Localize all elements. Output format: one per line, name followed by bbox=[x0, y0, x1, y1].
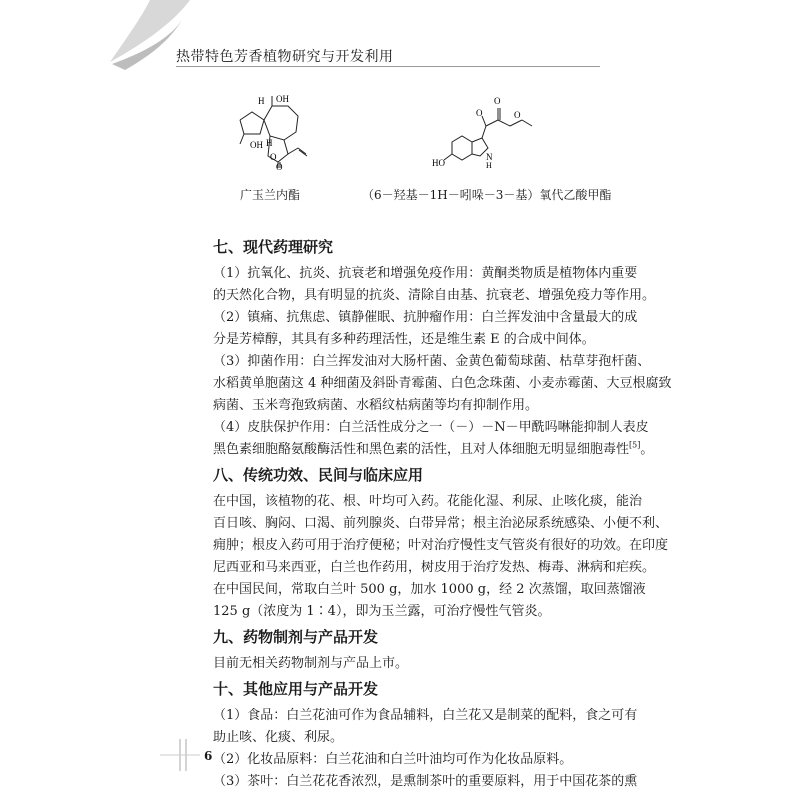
section-title-8: 八、传统功效、民间与临床应用 bbox=[213, 466, 424, 484]
label-h-bottom: H bbox=[266, 138, 273, 148]
s10-line: 助止咳、化痰、利尿。 bbox=[213, 730, 344, 745]
s7-line: （2）镇痛、抗焦虑、镇静催眠、抗肿瘤作用：白兰挥发油中含量最大的成 bbox=[213, 310, 638, 325]
s10-line: （2）化妆品原料：白兰花油和白兰叶油均可作为化妆品原料。 bbox=[213, 752, 573, 767]
section-title-9: 九、药物制剂与产品开发 bbox=[213, 628, 379, 646]
label-oh-mid: OH bbox=[250, 140, 263, 150]
s7-line-tail: 。 bbox=[640, 442, 654, 457]
page-number: 6 bbox=[204, 749, 213, 763]
label-n: N bbox=[486, 152, 493, 162]
label-nh-h: H bbox=[486, 161, 492, 170]
header-rule bbox=[176, 66, 600, 67]
label-h: H bbox=[258, 96, 265, 106]
s7-line-last bbox=[213, 438, 653, 457]
section-title-7: 七、现代药理研究 bbox=[213, 238, 334, 256]
s7-line: （1）抗氧化、抗炎、抗衰老和增强免疫作用：黄酮类物质是植物体内重要 bbox=[213, 266, 638, 281]
structure-indole-oxoacetate bbox=[432, 90, 542, 170]
s7-line: 水稻黄单胞菌这 4 种细菌及斜卧青霉菌、白色念珠菌、小麦赤霉菌、大豆根腐致 bbox=[213, 376, 672, 391]
s8-line: 在中国，该植物的花、根、叶均可入药。花能化湿、利尿、止咳化痰，能治 bbox=[213, 494, 643, 509]
citation-ref: [5] bbox=[629, 440, 641, 450]
label-o-ester: O bbox=[514, 110, 521, 120]
label-o-carbonyl: O bbox=[276, 162, 283, 170]
s8-line: 百日咳、胸闷、口渴、前列腺炎、白带异常；根主治泌尿系统感染、小便不利、 bbox=[213, 516, 669, 531]
s8-line: 在中国民间，常取白兰叶 500 g，加水 1000 g，经 2 次蒸馏，取回蒸馏液 bbox=[213, 582, 646, 597]
s10-line: （1）食品：白兰花油可作为食品辅料，白兰花又是制菜的配料，食之可有 bbox=[213, 708, 638, 723]
label-ho: HO bbox=[432, 158, 445, 168]
running-head: 热带特色芳香植物研究与开发利用 bbox=[176, 49, 394, 65]
s8-line: 痈肿；根皮入药可用于治疗便秘；叶对治疗慢性支气管炎有很好的功效。在印度 bbox=[213, 538, 669, 553]
structure-magnolialide bbox=[228, 90, 328, 170]
label-o-keto: O bbox=[476, 108, 483, 118]
s8-line: 125 g（浓度为 1∶4），即为玉兰露，可治疗慢性气管炎。 bbox=[213, 604, 551, 619]
s7-line: （3）抑菌作用：白兰挥发油对大肠杆菌、金黄色葡萄球菌、枯草芽孢杆菌、 bbox=[213, 354, 651, 369]
s7-line: （4）皮肤保护作用：白兰活性成分之一（－）－N－甲酰吗啉能抑制人表皮 bbox=[213, 420, 649, 435]
s7-line: 的天然化合物，具有明显的抗炎、清除自由基、抗衰老、增强免疫力等作用。 bbox=[213, 288, 656, 303]
s7-line-text: 黑色素细胞酪氨酸酶活性和黑色素的活性，且对人体细胞无明显细胞毒性 bbox=[213, 442, 630, 457]
s10-line: （3）茶叶：白兰花花香浓烈，是熏制茶叶的重要原料，用于中国花茶的熏 bbox=[213, 774, 638, 789]
caption-right-structure: （6－羟基－1H－吲哚－3－基）氧代乙酸甲酯 bbox=[362, 188, 612, 202]
caption-left-structure: 广玉兰内酯 bbox=[240, 188, 301, 202]
label-o-ring: O bbox=[270, 152, 277, 162]
label-oh-top: OH bbox=[276, 94, 289, 104]
s9-line: 目前无相关药物制剂与产品上市。 bbox=[213, 656, 409, 671]
footer-marks bbox=[0, 735, 220, 775]
label-o-top: O bbox=[494, 96, 501, 106]
s8-line: 尼西亚和马来西亚，白兰也作药用，树皮用于治疗发热、梅毒、淋病和疟疾。 bbox=[213, 560, 656, 575]
s7-line: 病菌、玉米弯孢致病菌、水稻纹枯病菌等均有抑制作用。 bbox=[213, 398, 539, 413]
s7-line: 分是芳樟醇，其具有多种药理活性，还是维生素 E 的合成中间体。 bbox=[213, 332, 595, 347]
section-title-10: 十、其他应用与产品开发 bbox=[213, 680, 379, 698]
